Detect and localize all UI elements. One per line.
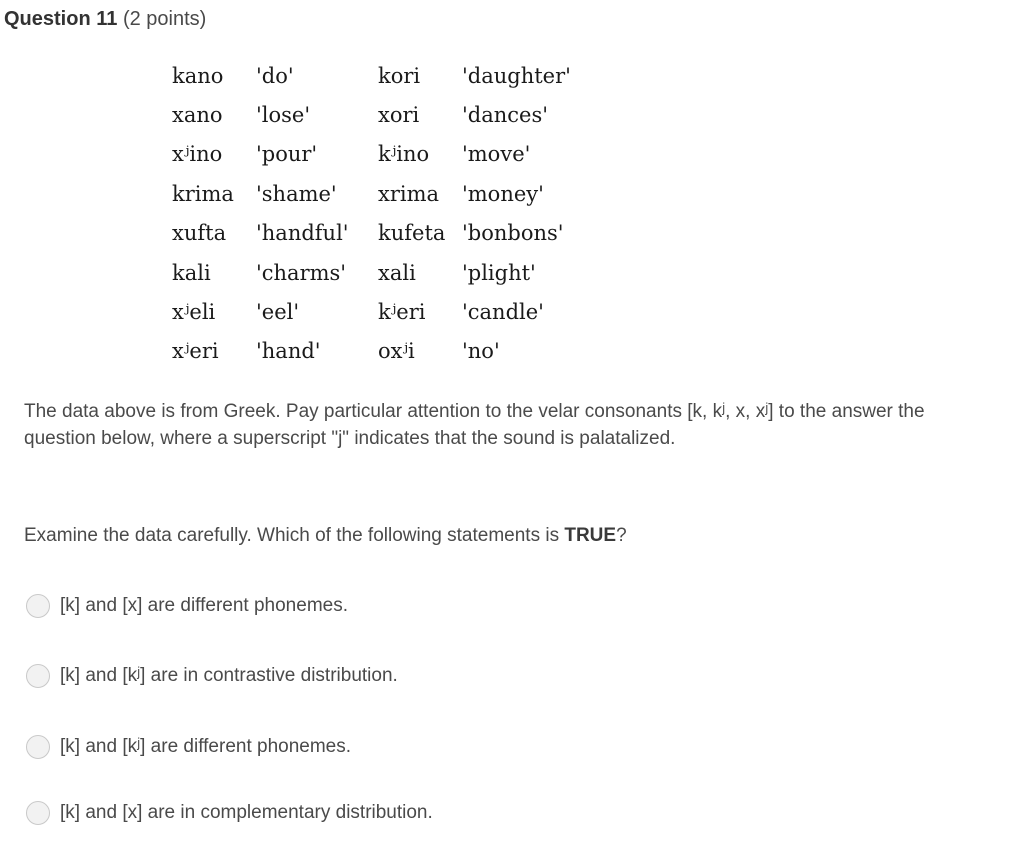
gloss: 'bonbons' [462,221,564,246]
gloss: 'candle' [462,300,544,325]
gloss: 'plight' [462,260,536,285]
prompt-emphasis: TRUE [564,525,617,546]
answer-option[interactable] [26,592,348,620]
gloss: 'charms' [256,260,347,285]
greek-word: kori [378,63,421,88]
radio-button[interactable] [26,801,50,825]
gloss: 'no' [462,339,500,364]
table-row [172,174,602,213]
option-label: [k] and [kʲ] are in contrastive distribution. [60,665,398,686]
data-description: The data above is from Greek. Pay particular attention to the velar consonants [k, kʲ, x, xʲ] to the answer the question below, where a superscript "j" indicates that the sound is palatalized. [24,401,925,449]
greek-word: xʲeri [172,339,219,364]
greek-word: kʲino [378,142,430,167]
gloss: 'dances' [462,103,548,128]
gloss: 'money' [462,181,544,206]
greek-word: xrima [378,181,440,206]
table-row [172,56,602,95]
greek-word: xori [378,103,420,128]
table-row [172,253,602,292]
greek-word: kufeta [378,221,446,246]
radio-button[interactable] [26,735,50,759]
radio-button[interactable] [26,664,50,688]
gloss: 'pour' [256,142,318,167]
question-points: (2 points) [122,8,207,30]
table-row [172,95,602,134]
greek-word: xali [378,260,416,285]
gloss: 'move' [462,142,531,167]
question-title: Question 11 [4,8,118,30]
option-label: [k] and [x] are different phonemes. [60,595,348,616]
gloss: 'handful' [256,221,349,246]
greek-word: kʲeri [378,300,426,325]
answer-option[interactable] [26,799,433,827]
greek-word: xufta [172,221,227,246]
option-label: [k] and [x] are in complementary distribution. [60,802,433,823]
gloss: 'hand' [256,339,321,364]
greek-word: oxʲi [378,339,415,364]
greek-word: xano [172,103,223,128]
prompt-end: ? [616,525,627,546]
gloss: 'eel' [256,300,300,325]
gloss: 'shame' [256,181,337,206]
gloss: 'lose' [256,103,311,128]
greek-word: krima [172,181,234,206]
table-row [172,135,602,174]
table-row [172,292,602,331]
table-row [172,332,602,371]
greek-word: kano [172,63,224,88]
gloss: 'do' [256,63,294,88]
gloss: 'daughter' [462,63,571,88]
greek-data-table [172,56,602,371]
radio-button[interactable] [26,594,50,618]
greek-word: xʲino [172,142,223,167]
option-label: [k] and [kʲ] are different phonemes. [60,736,352,757]
table-row [172,214,602,253]
answer-option[interactable] [26,662,398,690]
greek-word: kali [172,260,211,285]
prompt-text: Examine the data carefully. Which of the following statements is [24,525,565,546]
question-prompt [24,522,984,549]
question-header [4,8,206,31]
greek-word: xʲeli [172,300,216,325]
answer-option[interactable] [26,733,351,761]
